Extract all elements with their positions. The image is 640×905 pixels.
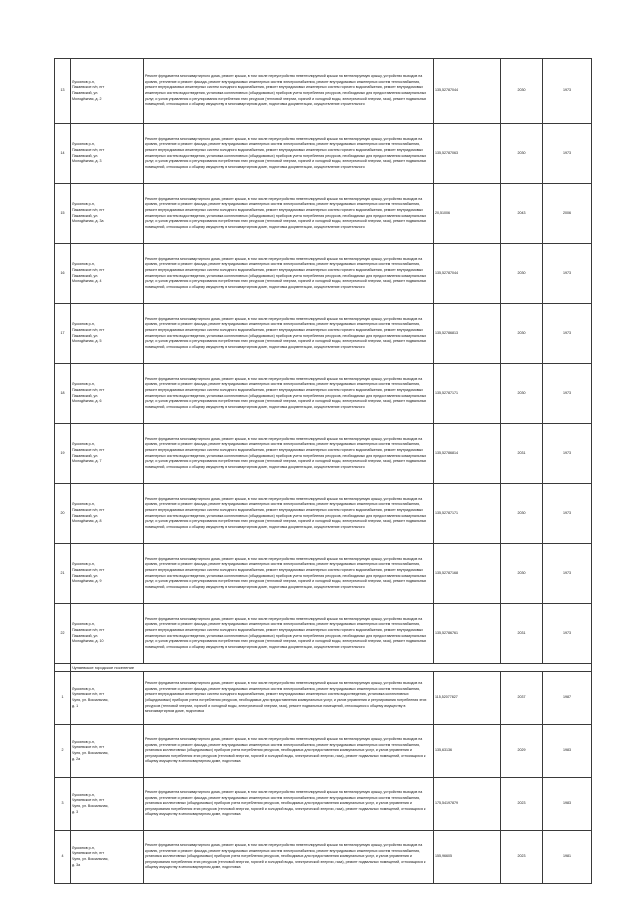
works-cell <box>144 778 434 831</box>
row-number: 18 <box>55 364 71 424</box>
address-line: д. 3а <box>72 862 81 867</box>
address-line: Пакаевский, ул. <box>72 393 99 398</box>
address-cell <box>71 604 144 664</box>
cost-cell: 135,52787171 <box>434 484 501 544</box>
works-cell <box>144 304 434 364</box>
table-row <box>55 778 592 831</box>
table-row <box>55 424 592 484</box>
table-row <box>55 484 592 544</box>
year-cell: 2030 <box>501 484 543 544</box>
address-line: Лукоянов р-н, <box>72 845 95 850</box>
address-line: Молодёжная, д. 4 <box>72 279 102 284</box>
address-line: Чуняевское п/п, пгт <box>72 745 105 750</box>
cost-cell: 135,52787044 <box>434 59 501 124</box>
address-line: Пакаевское п/п, пгт <box>72 147 105 152</box>
table-row <box>55 544 592 604</box>
address-line: Пакаевское п/п, пгт <box>72 327 105 332</box>
year-cell: 2023 <box>501 831 543 884</box>
row-number: 14 <box>55 124 71 184</box>
address-line: Лукоянов р-н, <box>72 79 95 84</box>
cost-cell: 135,52787168 <box>434 544 501 604</box>
year-cell: 2030 <box>501 244 543 304</box>
address-line: Пакаевское п/п, пгт <box>72 267 105 272</box>
register-sheet <box>54 58 574 884</box>
address-line: Чуняевское п/п, пгт <box>72 798 105 803</box>
section-number-cell <box>55 664 71 672</box>
address-line: Пакаевский, ул. <box>72 633 99 638</box>
address-line: Лукоянов р-н, <box>72 792 95 797</box>
address-line: Пакаевский, ул. <box>72 213 99 218</box>
works-text: Ремонт фундамента многоквартирного дома, ремонт крыши, в том числе переустройство невентилируемой крыши на вентилируемую крышу, устройство выходов на кровлю, утепление и ремонт фасада, ремонт внутридомовых инженерных систем электроснабжения, ремонт внутридомовых инженерных систем теплоснабжения, ремонт внутридомовых инженерных систем холодного водоснабжения, ремонт внутридомовых инженерных систем горячего водоснабжения, ремонт внутридомовых инженерных систем водоотведения, установка коллективных (общедомовых) приборов учета потребления ресурсов, необходимых для предоставления коммунальных услуг, и узлов управления и регулирования потребления этих ресурсов (тепловой энергии, горячей и холодной воды, электрической энергии, газа), ремонт подвальных помещений, относящихся к общему имуществу в многоквартирном доме, подготовка документации, осуществление строительного <box>145 256 427 289</box>
table-row <box>55 364 592 424</box>
address-cell <box>71 484 144 544</box>
works-text: Ремонт фундамента многоквартирного дома, ремонт крыши, в том числе переустройство невентилируемой крыши на вентилируемую крышу, устройство выходов на кровлю, утепление и ремонт фасада, ремонт внутридомовых инженерных систем электроснабжения, ремонт внутридомовых инженерных систем теплоснабжения, ремонт внутридомовых инженерных систем холодного водоснабжения, ремонт внутридомовых инженерных систем горячего водоснабжения, ремонт внутридомовых инженерных систем водоотведения, установка коллективных (общедомовых) приборов учета потребления ресурсов, необходимых для предоставления коммунальных услуг, и узлов управления и регулирования потребления этих ресурсов (тепловой энергии, горячей и холодной воды, электрической энергии, газа), ремонт подвальных помещений, относящихся к общему имуществу в многоквартирном доме, подготовка документации, осуществление строительного <box>145 376 427 409</box>
address-line: Пакаевский, ул. <box>72 273 99 278</box>
address-cell <box>71 59 144 124</box>
address-line: Пакаевский, ул. <box>72 333 99 338</box>
row-number: 19 <box>55 424 71 484</box>
table-row <box>55 672 592 725</box>
address-line: Лукоянов р-н, <box>72 622 95 627</box>
built-year-cell: 1973 <box>543 244 592 304</box>
built-year-cell: 1973 <box>543 59 592 124</box>
table-row <box>55 604 592 664</box>
works-cell <box>144 424 434 484</box>
built-year-cell: 1973 <box>543 484 592 544</box>
cost-cell: 175,54197879 <box>434 778 501 831</box>
address-line: Молодёжная, д. 3а <box>72 219 104 224</box>
year-cell: 2037 <box>501 672 543 725</box>
address-line: Лукоянов р-н, <box>72 262 95 267</box>
address-cell <box>71 244 144 304</box>
row-number: 1 <box>55 672 71 725</box>
address-line: Пакаевский, ул. <box>72 91 99 95</box>
works-text: Ремонт фундамента многоквартирного дома, ремонт крыши, в том числе переустройство невентилируемой крыши на вентилируемую крышу, устройство выходов на кровлю, утепление и ремонт фасада, ремонт внутридомовых инженерных систем электроснабжения, ремонт внутридомовых инженерных систем теплоснабжения, ремонт внутридомовых инженерных систем холодного водоснабжения, ремонт внутридомовых инженерных систем водоотведения, установка коллективных (общедомовых) приборов учета потребления ресурсов, необходимых для предоставления коммунальных услуг, и узлов управления и регулирования потребления этих ресурсов (тепловой энергии, горячей и холодной воды, электрической энергии, газа), ремонт подвальных помещений, относящихся к общему имуществу в многоквартирном доме, подготовка <box>145 681 427 714</box>
address-line: Пакаевское п/п, пгт <box>72 507 105 512</box>
address-line: Лукоянов р-н, <box>72 562 95 567</box>
year-cell: 2043 <box>501 184 543 244</box>
address-line: Лукоянов р-н, <box>72 202 95 207</box>
built-year-cell: 1987 <box>543 672 592 725</box>
address-line: Лукоянов р-н, <box>72 382 95 387</box>
address-line: Лукоянов р-н, <box>72 739 95 744</box>
address-line: Лукоянов р-н, <box>72 502 95 507</box>
address-cell <box>71 544 144 604</box>
row-number: 17 <box>55 304 71 364</box>
address-line: д. 2а <box>72 756 81 761</box>
row-number: 3 <box>55 778 71 831</box>
cost-cell: 20,51006 <box>434 184 501 244</box>
table-row <box>55 725 592 778</box>
address-line: Чуняевское п/п, пгт <box>72 692 105 697</box>
cost-cell: 135,52787063 <box>434 124 501 184</box>
built-year-cell: 1973 <box>543 604 592 664</box>
table-row <box>55 304 592 364</box>
cost-cell: 135,52787171 <box>434 364 501 424</box>
year-cell: 2030 <box>501 304 543 364</box>
year-cell: 2029 <box>501 725 543 778</box>
address-line: Молодёжная, д. 3 <box>72 159 102 164</box>
address-line: Чуня, ул. Вокзальная, <box>72 857 109 861</box>
built-year-cell: 1973 <box>543 544 592 604</box>
address-line: Молодёжная, д. 5 <box>72 339 102 344</box>
works-cell <box>144 124 434 184</box>
works-text: Ремонт фундамента многоквартирного дома, ремонт крыши, в том числе переустройство невентилируемой крыши на вентилируемую крышу, устройство выходов на кровлю, утепление и ремонт фасада, ремонт внутридомовых инженерных систем электроснабжения, ремонт внутридомовых инженерных систем теплоснабжения, ремонт внутридомовых инженерных систем холодного водоснабжения, ремонт внутридомовых инженерных систем горячего водоснабжения, ремонт внутридомовых инженерных систем водоотведения, установка коллективных (общедомовых) приборов учета потребления ресурсов, необходимых для предоставления коммунальных услуг, и узлов управления и регулирования потребления этих ресурсов (тепловой энергии, горячей и холодной воды, электрической энергии, газа), ремонт подвальных помещений, относящихся к общему имуществу в многоквартирном доме, подготовка документации, осуществление строительного <box>145 196 427 229</box>
cost-cell: 135,52786761 <box>434 604 501 664</box>
row-number: 13 <box>55 59 71 124</box>
year-cell: 2030 <box>501 124 543 184</box>
works-text: Ремонт фундамента многоквартирного дома, ремонт крыши, в том числе переустройство невентилируемой крыши на вентилируемую крышу, устройство выходов на кровлю, утепление и ремонт фасада, ремонт внутридомовых инженерных систем электроснабжения, ремонт внутридомовых инженерных систем теплоснабжения, ремонт внутридомовых инженерных систем холодного водоснабжения, ремонт внутридомовых инженерных систем горячего водоснабжения, ремонт внутридомовых инженерных систем водоотведения, установка коллективных (общедомовых) приборов учета потребления ресурсов, необходимых для предоставления коммунальных услуг, и узлов управления и регулирования потребления этих ресурсов (тепловой энергии, горячей и холодной воды, электрической энергии, газа), ремонт подвальных помещений, относящихся к общему имуществу в многоквартирном доме, подготовка документации, осуществление строительного <box>145 496 427 529</box>
works-cell <box>144 184 434 244</box>
works-text: Ремонт фундамента многоквартирного дома, ремонт крыши, в том числе переустройство невентилируемой крыши на вентилируемую крышу, устройство выходов на кровлю, утепление и ремонт фасада, ремонт внутридомовых инженерных систем электроснабжения, ремонт внутридомовых инженерных систем теплоснабжения, ремонт внутридомовых инженерных систем холодного водоснабжения, ремонт внутридомовых инженерных систем горячего водоснабжения, ремонт внутридомовых инженерных систем водоотведения, установка коллективных (общедомовых) приборов учета потребления ресурсов, необходимых для предоставления коммунальных услуг, и узлов управления и регулирования потребления этих ресурсов (тепловой энергии, горячей и холодной воды, электрической энергии, газа), ремонт подвальных помещений, относящихся к общему имуществу в многоквартирном доме, подготовка документации, осуществление строительного <box>145 136 427 169</box>
works-cell <box>144 672 434 725</box>
address-line: Пакаевское п/п, пгт <box>72 85 105 90</box>
address-line: Пакаевский, ул. <box>72 513 99 518</box>
address-line: Лукоянов р-н, <box>72 442 95 447</box>
address-line: Пакаевское п/п, пгт <box>72 207 105 212</box>
address-cell <box>71 725 144 778</box>
address-line: Молодёжная, д. 8 <box>72 519 102 524</box>
address-line: Пакаевское п/п, пгт <box>72 447 105 452</box>
built-year-cell: 1973 <box>543 304 592 364</box>
works-cell <box>144 59 434 124</box>
table-row <box>55 59 592 124</box>
section-title: Чуняевское городское поселение <box>71 664 592 672</box>
address-line: Молодёжная, д. 2 <box>72 96 102 101</box>
address-line: Пакаевский, ул. <box>72 573 99 578</box>
works-cell <box>144 831 434 884</box>
address-cell <box>71 831 144 884</box>
cost-cell: 135,63136 <box>434 725 501 778</box>
capital-repair-table <box>54 58 592 884</box>
built-year-cell: 2006 <box>543 184 592 244</box>
address-line: д. 1 <box>72 703 79 708</box>
row-number: 22 <box>55 604 71 664</box>
address-line: д. 3 <box>72 809 79 814</box>
year-cell: 2023 <box>501 778 543 831</box>
year-cell: 2030 <box>501 59 543 124</box>
cost-cell: 135,52787044 <box>434 244 501 304</box>
built-year-cell: 1973 <box>543 124 592 184</box>
address-line: Чуня, ул. Вокзальная, <box>72 698 109 702</box>
address-line: Пакаевское п/п, пгт <box>72 627 105 632</box>
works-text: Ремонт фундамента многоквартирного дома, ремонт крыши, в том числе переустройство невентилируемой крыши на вентилируемую крышу, устройство выходов на кровлю, утепление и ремонт фасада, ремонт внутридомовых инженерных систем электроснабжения, ремонт внутридомовых инженерных систем теплоснабжения, ремонт внутридомовых инженерных систем холодного водоснабжения, ремонт внутридомовых инженерных систем горячего водоснабжения, ремонт внутридомовых инженерных систем водоотведения, установка коллективных (общедомовых) приборов учета потребления ресурсов, необходимых для предоставления коммунальных услуг, и узлов управления и регулирования потребления этих ресурсов (тепловой энергии, горячей и холодной воды, электрической энергии, газа), ремонт подвальных помещений, относящихся к общему имуществу в многоквартирном доме, подготовка документации, осуществление строительного <box>145 316 427 349</box>
address-line: Лукоянов р-н, <box>72 322 95 327</box>
works-cell <box>144 364 434 424</box>
works-cell <box>144 544 434 604</box>
row-number: 15 <box>55 184 71 244</box>
built-year-cell: 1983 <box>543 725 592 778</box>
address-line: Молодёжная, д. 6 <box>72 399 102 404</box>
section-header-row <box>55 664 592 672</box>
works-text: Ремонт фундамента многоквартирного дома, ремонт крыши, в том числе переустройство невентилируемой крыши на вентилируемую крышу, устройство выходов на кровлю, утепление и ремонт фасада, ремонт внутридомовых инженерных систем электроснабжения, ремонт внутридомовых инженерных систем теплоснабжения, установка коллективных (общедомовых) приборов учета потребления ресурсов, необходимых для предоставления коммунальных услуг, и узлов управления и регулирования потребления этих ресурсов (тепловой энергии, горячей и холодной воды, электрической энергии, газа), ремонт подвальных помещений, относящихся к общему имуществу в многоквартирном доме, подготовка <box>145 843 426 870</box>
works-text: Ремонт фундамента многоквартирного дома, ремонт крыши, в том числе переустройство невентилируемой крыши на вентилируемую крышу, устройство выходов на кровлю, утепление и ремонт фасада, ремонт внутридомовых инженерных систем электроснабжения, ремонт внутридомовых инженерных систем теплоснабжения, ремонт внутридомовых инженерных систем холодного водоснабжения, ремонт внутридомовых инженерных систем горячего водоснабжения, ремонт внутридомовых инженерных систем водоотведения, установка коллективных (общедомовых) приборов учета потребления ресурсов, необходимых для предоставления коммунальных услуг, и узлов управления и регулирования потребления этих ресурсов (тепловой энергии, горячей и холодной воды, электрической энергии, газа), ремонт подвальных помещений, относящихся к общему имуществу в многоквартирном доме, подготовка документации, осуществление строительного <box>145 616 427 649</box>
address-line: Пакаевское п/п, пгт <box>72 387 105 392</box>
address-line: Чуня, ул. Вокзальная, <box>72 804 109 808</box>
address-cell <box>71 778 144 831</box>
cost-cell: 155,96605 <box>434 831 501 884</box>
works-cell <box>144 244 434 304</box>
built-year-cell: 1983 <box>543 778 592 831</box>
works-text: Ремонт фундамента многоквартирного дома, ремонт крыши, в том числе переустройство невентилируемой крыши на вентилируемую крышу, устройство выходов на кровлю, утепление и ремонт фасада, ремонт внутридомовых инженерных систем электроснабжения, ремонт внутридомовых инженерных систем теплоснабжения, ремонт внутридомовых инженерных систем холодного водоснабжения, ремонт внутридомовых инженерных систем горячего водоснабжения, ремонт внутридомовых инженерных систем водоотведения, установка коллективных (общедомовых) приборов учета потребления ресурсов, необходимых для предоставления коммунальных услуг, и узлов управления и регулирования потребления этих ресурсов (тепловой энергии, горячей и холодной воды, электрической энергии, газа), ремонт подвальных помещений, относящихся к общему имуществу в многоквартирном доме, подготовка документации, осуществление строительного <box>145 436 427 469</box>
table-row <box>55 244 592 304</box>
cost-cell: 135,52786814 <box>434 424 501 484</box>
works-cell <box>144 484 434 544</box>
year-cell: 2031 <box>501 604 543 664</box>
row-number: 20 <box>55 484 71 544</box>
works-text: Ремонт фундамента многоквартирного дома, ремонт крыши, в том числе переустройство невентилируемой крыши на вентилируемую крышу, устройство выходов на кровлю, утепление и ремонт фасада, ремонт внутридомовых инженерных систем электроснабжения, ремонт внутридомовых инженерных систем теплоснабжения, установка коллективных (общедомовых) приборов учета потребления ресурсов, необходимых для предоставления коммунальных услуг, и узлов управления и регулирования потребления этих ресурсов (тепловой энергии, горячей и холодной воды, электрической энергии, газа), ремонт подвальных помещений, относящихся к общему имуществу в многоквартирном доме, подготовка <box>145 737 426 764</box>
address-line: Чуня, ул. Вокзальная, <box>72 751 109 755</box>
year-cell: 2031 <box>501 424 543 484</box>
address-line: Чуняевское п/п, пгт <box>72 851 105 856</box>
works-text: Ремонт фундамента многоквартирного дома, ремонт крыши, в том числе переустройство невентилируемой крыши на вентилируемую крышу, устройство выходов на кровлю, утепление и ремонт фасада, ремонт внутридомовых инженерных систем электроснабжения, ремонт внутридомовых инженерных систем теплоснабжения, ремонт внутридомовых инженерных систем холодного водоснабжения, ремонт внутридомовых инженерных систем горячего водоснабжения, ремонт внутридомовых инженерных систем водоотведения, установка коллективных (общедомовых) приборов учета потребления ресурсов, необходимых для предоставления коммунальных услуг, и узлов управления и регулирования потребления этих ресурсов (тепловой энергии, горячей и холодной воды, электрической энергии, газа), ремонт подвальных помещений, относящихся к общему имуществу в многоквартирном доме, подготовка документации, осуществление строительного <box>145 74 427 107</box>
address-line: Молодёжная, д. 7 <box>72 459 102 464</box>
table-row <box>55 831 592 884</box>
row-number: 4 <box>55 831 71 884</box>
address-cell <box>71 124 144 184</box>
address-line: Молодёжная, д. 9 <box>72 579 102 584</box>
address-cell <box>71 184 144 244</box>
address-cell <box>71 672 144 725</box>
works-text: Ремонт фундамента многоквартирного дома, ремонт крыши, в том числе переустройство невентилируемой крыши на вентилируемую крышу, устройство выходов на кровлю, утепление и ремонт фасада, ремонт внутридомовых инженерных систем электроснабжения, ремонт внутридомовых инженерных систем теплоснабжения, установка коллективных (общедомовых) приборов учета потребления ресурсов, необходимых для предоставления коммунальных услуг, и узлов управления и регулирования потребления этих ресурсов (тепловой энергии, горячей и холодной воды, электрической энергии, газа), ремонт подвальных помещений, относящихся к общему имуществу в многоквартирном доме, подготовка <box>145 790 426 817</box>
works-cell <box>144 725 434 778</box>
built-year-cell: 1973 <box>543 364 592 424</box>
table-row <box>55 184 592 244</box>
address-line: Пакаевское п/п, пгт <box>72 567 105 572</box>
address-cell <box>71 304 144 364</box>
works-cell <box>144 604 434 664</box>
row-number: 2 <box>55 725 71 778</box>
address-line: Лукоянов р-н, <box>72 142 95 147</box>
address-cell <box>71 364 144 424</box>
year-cell: 2030 <box>501 544 543 604</box>
address-cell <box>71 424 144 484</box>
cost-cell: 135,52786813 <box>434 304 501 364</box>
works-text: Ремонт фундамента многоквартирного дома, ремонт крыши, в том числе переустройство невентилируемой крыши на вентилируемую крышу, устройство выходов на кровлю, утепление и ремонт фасада, ремонт внутридомовых инженерных систем электроснабжения, ремонт внутридомовых инженерных систем теплоснабжения, ремонт внутридомовых инженерных систем холодного водоснабжения, ремонт внутридомовых инженерных систем горячего водоснабжения, ремонт внутридомовых инженерных систем водоотведения, установка коллективных (общедомовых) приборов учета потребления ресурсов, необходимых для предоставления коммунальных услуг, и узлов управления и регулирования потребления этих ресурсов (тепловой энергии, горячей и холодной воды, электрической энергии, газа), ремонт подвальных помещений, относящихся к общему имуществу в многоквартирном доме, подготовка документации, осуществление строительного <box>145 556 427 589</box>
address-line: Лукоянов р-н, <box>72 686 95 691</box>
year-cell: 2030 <box>501 364 543 424</box>
row-number: 16 <box>55 244 71 304</box>
built-year-cell: 1981 <box>543 831 592 884</box>
address-line: Пакаевский, ул. <box>72 153 99 158</box>
address-line: Молодёжная, д. 10 <box>72 639 104 644</box>
address-line: Пакаевский, ул. <box>72 453 99 458</box>
row-number: 21 <box>55 544 71 604</box>
table-row <box>55 124 592 184</box>
built-year-cell: 1973 <box>543 424 592 484</box>
cost-cell: 115,52077827 <box>434 672 501 725</box>
